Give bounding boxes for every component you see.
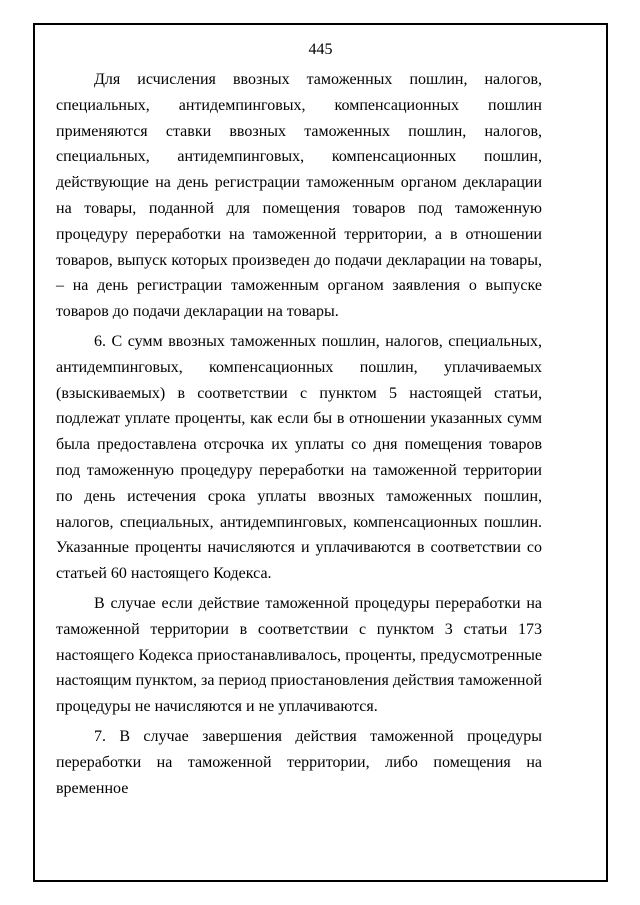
document-body: [56, 67, 542, 801]
paragraph-suspension: В случае если действие таможенной процедуры переработки на таможенной территории в соответствии с пунктом 3 статьи 173 настоящего Кодекса приостанавливалось, проценты, предусмотренные настоящим пунктом, за период приостановления действия таможенной процедуры не начисляются и не уплачиваются.: [56, 594, 542, 716]
paragraph-item-6: 6. С сумм ввозных таможенных пошлин, налогов, специальных, антидемпинговых, компенсационных пошлин, уплачиваемых (взыскиваемых) в соответствии с пунктом 5 настоящей статьи, подлежат уплате проценты, как если бы в отношении указанных сумм была предоставлена отсрочка их уплаты со дня помещения товаров под таможенную процедуру переработки на таможенной территории по день истечения срока уплаты ввозных таможенных пошлин, налогов, специальных, антидемпинговых, компенсационных пошлин. Указанные проценты начисляются и уплачиваются в соответствии со статьей 60 настоящего Кодекса.: [56, 332, 542, 583]
page-number: 445: [308, 41, 333, 58]
paragraph-rates: Для исчисления ввозных таможенных пошлин, налогов, специальных, антидемпинговых, компенсационных пошлин применяются ставки ввозных таможенных пошлин, налогов, специальных, антидемпинговых, компенсационных пошлин, действующие на день регистрации таможенным органом декларации на товары, поданной для помещения товаров под таможенную процедуру переработки на таможенной территории, а в отношении товаров, выпуск которых произведен до подачи декларации на товары, – на день регистрации таможенным органом заявления о выпуске товаров до подачи декларации на товары.: [56, 71, 542, 321]
paragraph-item-7: 7. В случае завершения действия таможенной процедуры переработки на таможенной территории, либо помещения на временное: [56, 727, 542, 797]
